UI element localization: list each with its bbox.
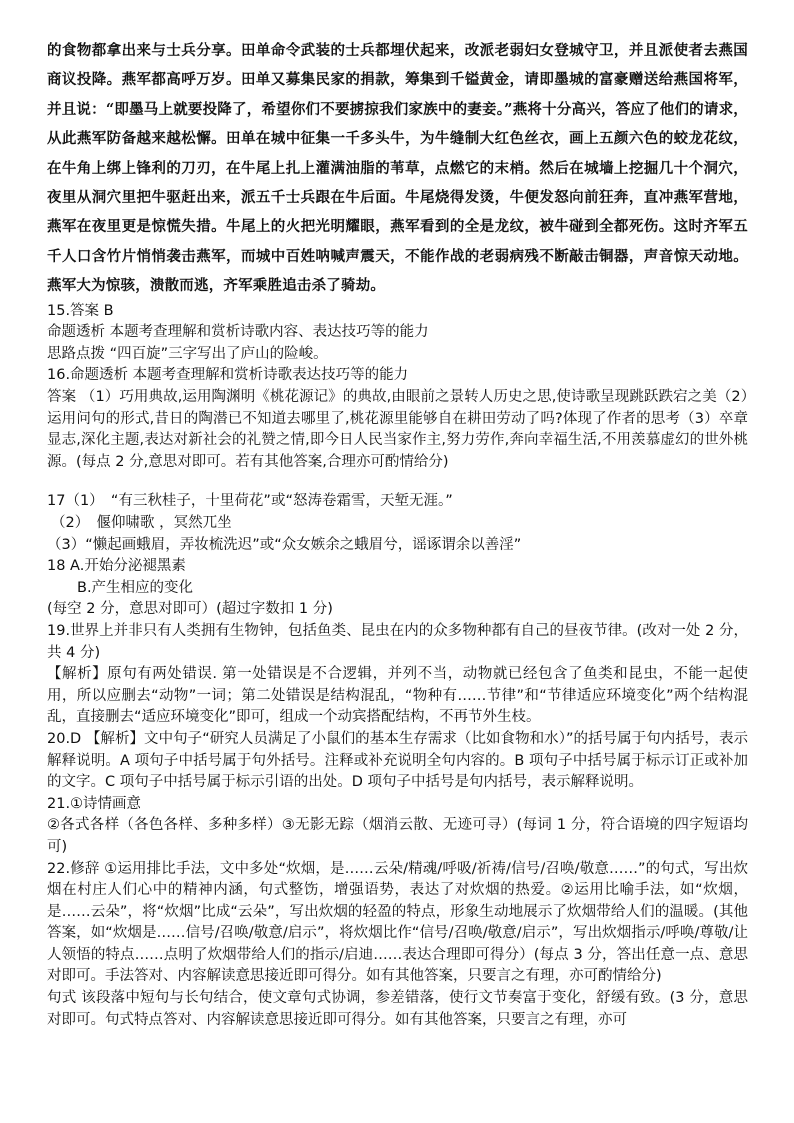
q17-line-1: 17（1） “有三秋桂子，十里荷花”或“怒涛卷霜雪，天堑无涯。” [47, 493, 453, 510]
q17-line-2: （2） 偃仰啸歌 ，冥然兀坐 [51, 515, 232, 531]
q20-answer: 20.D 【解析】文中句子“研究人员满足了小鼠们的基本生存需求（比如食物和水）”的括号属于句内括号，表示解释说明。A 项句子中括号属于句外括号。注释或补充说明全句内容的。B 项句子中括号属于标示订正或补加的文字。C 项句子中括号属于标示引语的出处。D 项句子中括号是句内括号，表示解释说明。 [47, 730, 748, 791]
q17-line-3: （3）“懒起画蛾眉，弄妆梳洗迟”或“众女嫉余之蛾眉兮，谣诼谓余以善淫” [47, 536, 522, 553]
q16-answer: 答案 （1）巧用典故,运用陶渊明《桃花源记》的典故,由眼前之景转人历史之思,使诗歌呈现跳跃跌宕之美（2）运用问句的形式,昔日的陶潜已不知道去哪里了,桃花源里能够自在耕田劳动了吗?体现了作者的思考（3）卒章显志,深化主题,表达对新社会的礼赞之情,即今日人民当家作主,努力劳作,奔向幸福生活,不用羡慕虚幻的世外桃源。(每点 2 分,意思对即可。若有其他答案,合理亦可酌情给分) [47, 389, 748, 470]
q22-rhetoric: 22.修辞 ①运用排比手法，文中多处“炊烟，是……云朵/精魂/呼吸/祈祷/信号/召唤/敬意……”的句式，写出炊烟在村庄人们心中的精神内涵，句式整饬，增强语势，表达了对炊烟的热爱。②运用比喻手法，如“炊烟，是……云朵”，将“炊烟”比成“云朵”，写出炊烟的轻盈的特点，形象生动地展示了炊烟带给人们的温暖。(其他答案，如“炊烟是……信号/召唤/敬意/启示”，将炊烟比作“信号/召唤/敬意/启示”，写出炊烟指示/呼唤/尊敬/让人领悟的特点……点明了炊烟带给人们的指示/启迪……表达合理即可得分）(每点 3 分，答出任意一点、意思对即可。手法答对、内容解读意思接近即可得分。如有其他答案，只要言之有理，亦可酌情给分) [47, 860, 748, 985]
q22-syntax: 句式 该段落中短句与长句结合，使文章句式协调，参差错落，使行文节奏富于变化，舒缓有致。(3 分，意思对即可。句式特点答对、内容解读意思接近即可得分。如有其他答案，只要言之有理，亦可 [47, 990, 748, 1028]
section-gap [47, 473, 748, 491]
q21-line-1: 21.①诗情画意 [47, 795, 142, 812]
q19-answer: 19.世界上并非只有人类拥有生物钟，包括鱼类、昆虫在内的众多物种都有自己的昼夜节律。(改对一处 2 分，共 4 分) [47, 622, 748, 661]
q19-analysis: 【解析】原句有两处错误. 第一处错误是不合逻辑，并列不当，动物就已经包含了鱼类和昆虫，不能一起使用，所以应删去“动物”一词；第二处错误是结构混乱，“物种有……节律”和“节律适应环境变化”两个结构混乱，直接删去“适应环境变化”即可，组成一个动宾搭配结构，不再节外生枝。 [47, 666, 748, 726]
q21-line-2: ②各式各样（各色各样、多种多样）③无影无踪（烟消云散、无迹可寻）(每词 1 分，符合语境的四字短语均可) [47, 817, 748, 855]
q18-note: (每空 2 分，意思对即可）(超过字数扣 1 分) [47, 601, 333, 618]
q15-analysis: 命题透析 本题考查理解和赏析诗歌内容、表达技巧等的能力 [47, 324, 429, 341]
q15-answer: 15.答案 B [47, 302, 114, 319]
q18-a: 18 A.开始分泌褪黑素 [47, 558, 186, 575]
q16-analysis: 16.命题透析 本题考查理解和赏析诗歌表达技巧等的能力 [47, 367, 409, 384]
q15-hint: 思路点拨 “四百旋”三字写出了庐山的险峻。 [47, 345, 328, 362]
q18-b: B.产生相应的变化 [77, 579, 194, 596]
story-translation: 的食物都拿出来与士兵分享。田单命令武装的士兵都埋伏起来，改派老弱妇女登城守卫，并且派使者去燕国商议投降。燕军都高呼万岁。田单又募集民家的捐款，筹集到千镒黄金，请即墨城的富豪赠送给燕国将军，并且说：“即墨马上就要投降了，希望你们不要掳掠我们家族中的妻妾。”燕将十分高兴，答应了他们的请求，从此燕军防备越来越松懈。田单在城中征集一千多头牛，为牛缝制大红色丝衣，画上五颜六色的蛟龙花纹，在牛角上绑上锋利的刀刃，在牛尾上扎上灌满油脂的苇草，点燃它的末梢。然后在城墙上挖掘几十个洞穴，夜里从洞穴里把牛驱赶出来，派五千士兵跟在牛后面。牛尾烧得发烫，牛便发怒向前狂奔，直冲燕军营地，燕军在夜里更是惊慌失措。牛尾上的火把光明耀眼，燕军看到的全是龙纹，被牛碰到全都死伤。这时齐军五千人口含竹片悄悄袭击燕军，而城中百姓呐喊声震天，不能作战的老弱病残不断敲击铜器，声音惊天动地。燕军大为惊骇，溃散而逃，齐军乘胜追击杀了骑劫。 [47, 42, 748, 295]
